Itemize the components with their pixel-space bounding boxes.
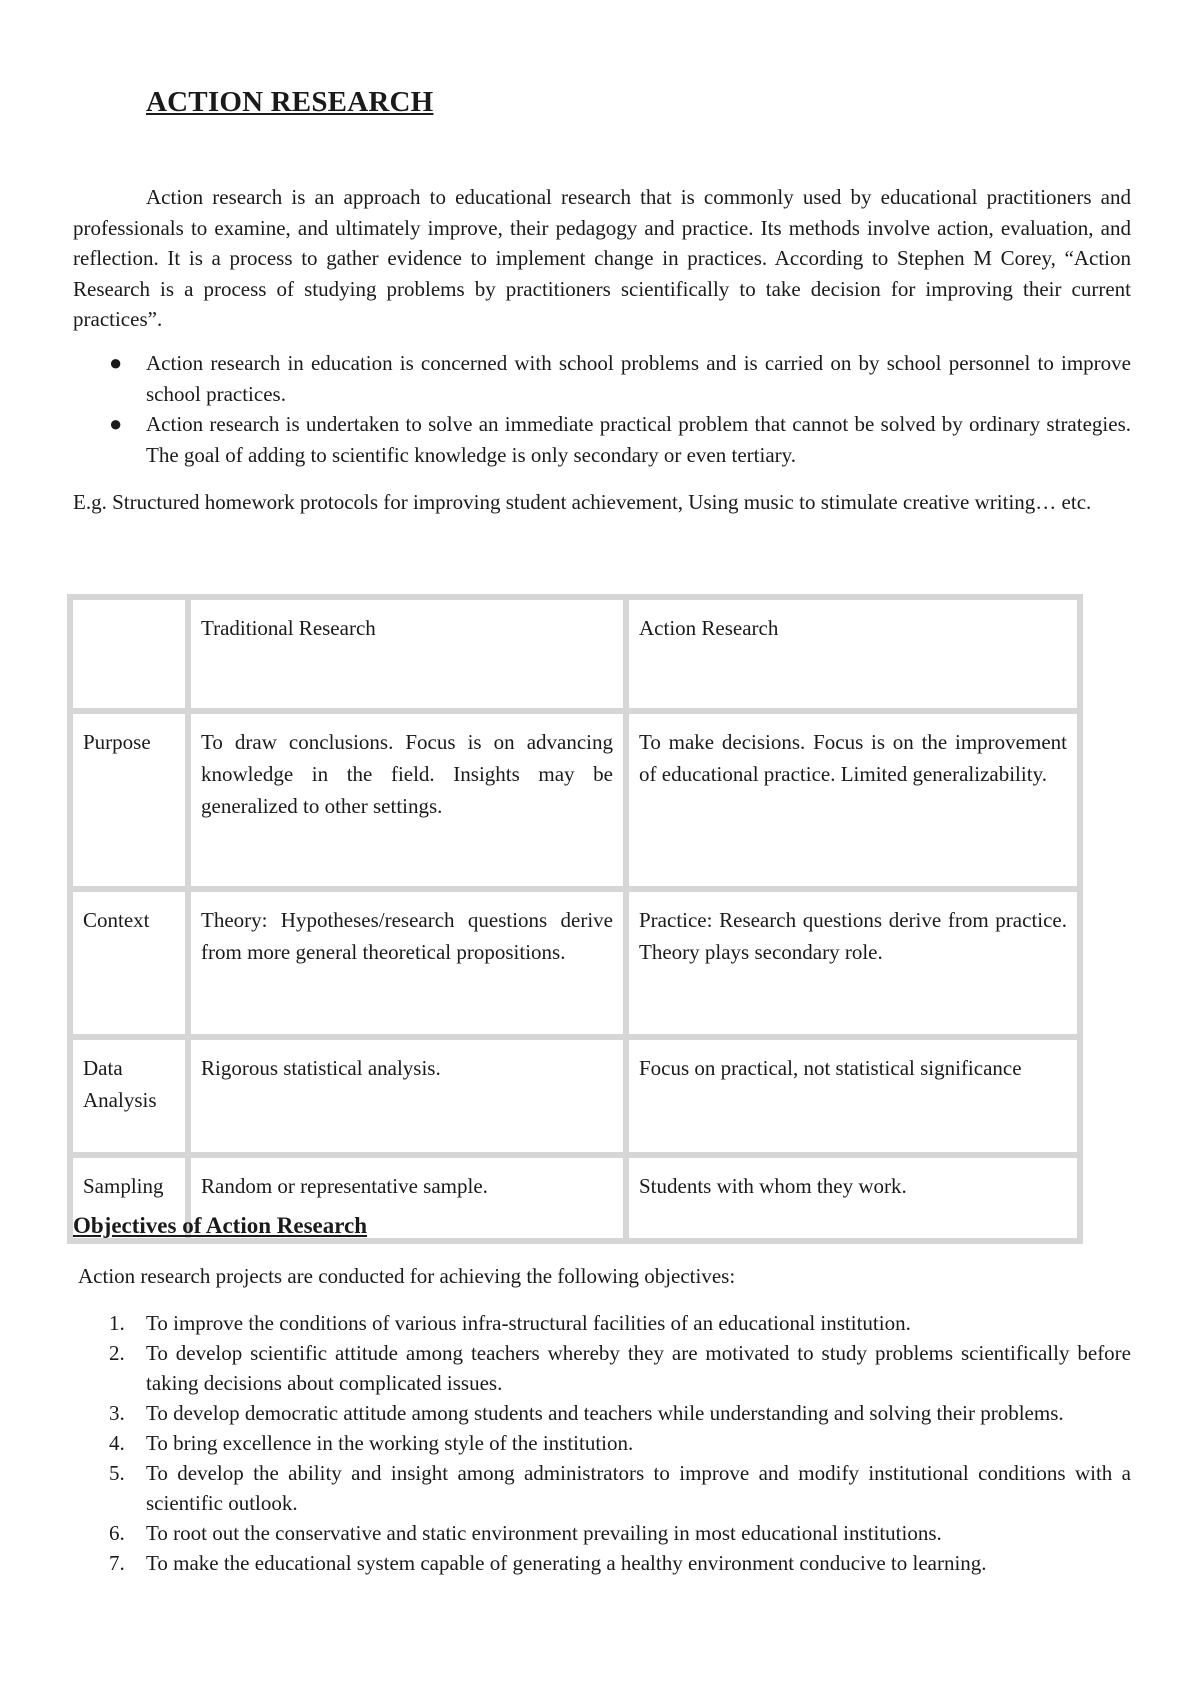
traditional-cell: Theory: Hypotheses/research questions derive from more general theoretical propositions. — [188, 889, 626, 1037]
traditional-cell: To draw conclusions. Focus is on advancing knowledge in the field. Insights may be generalized to other settings. — [188, 711, 626, 889]
action-cell: Focus on practical, not statistical significance — [626, 1037, 1080, 1155]
list-number: 3. — [109, 1401, 125, 1425]
objectives-heading: Objectives of Action Research — [73, 1213, 368, 1238]
table-row — [70, 711, 1080, 889]
table-header-traditional: Traditional Research — [188, 597, 626, 711]
example-paragraph: E.g. Structured homework protocols for improving student achievement, Using music to stimulate creative writing… etc. — [73, 490, 1092, 514]
list-number: 1. — [109, 1311, 125, 1335]
list-item — [73, 409, 1131, 470]
list-text: To improve the conditions of various infra-structural facilities of an educational institution. — [146, 1311, 911, 1335]
list-number: 5. — [109, 1461, 125, 1485]
list-text: To root out the conservative and static environment prevailing in most educational institutions. — [146, 1521, 942, 1545]
list-text: To develop scientific attitude among teachers whereby they are motivated to study problems scientifically before taking decisions about complicated issues. — [146, 1341, 1131, 1395]
table-row — [70, 1037, 1080, 1155]
intro-paragraph: Action research is an approach to educational research that is commonly used by educational practitioners and professionals to examine, and ultimately improve, their pedagogy and practice. Its methods involve action, evaluation, and reflection. It is a process to gather evidence to implement change in practices. According to Stephen M Corey, “Action Research is a process of studying problems by practitioners scientifically to take decision for improving their current practices”. — [73, 185, 1131, 331]
list-item — [73, 1548, 1131, 1578]
list-item — [73, 1458, 1131, 1518]
traditional-cell: Random or representative sample. — [188, 1155, 626, 1241]
row-label: Data Analysis — [70, 1037, 188, 1155]
list-text: To bring excellence in the working style of the institution. — [146, 1431, 634, 1455]
bullet-list — [73, 348, 1131, 470]
list-item — [73, 348, 1131, 409]
objectives-intro: Action research projects are conducted for achieving the following objectives: — [78, 1264, 736, 1288]
bullet-icon: ● — [109, 411, 123, 436]
row-label: Purpose — [70, 711, 188, 889]
list-item — [73, 1338, 1131, 1398]
list-item — [73, 1428, 1131, 1458]
list-number: 2. — [109, 1341, 125, 1365]
list-number: 6. — [109, 1521, 125, 1545]
action-cell: Practice: Research questions derive from practice. Theory plays secondary role. — [626, 889, 1080, 1037]
list-text: To develop democratic attitude among students and teachers while understanding and solving their problems. — [146, 1401, 1064, 1425]
list-item — [73, 1398, 1131, 1428]
bullet-text: Action research is undertaken to solve an immediate practical problem that cannot be solved by ordinary strategies. The goal of adding to scientific knowledge is only secondary or even tertiary. — [146, 412, 1131, 467]
table-header-row — [70, 597, 1080, 711]
action-cell: Students with whom they work. — [626, 1155, 1080, 1241]
row-label: Context — [70, 889, 188, 1037]
traditional-cell: Rigorous statistical analysis. — [188, 1037, 626, 1155]
list-text: To develop the ability and insight among administrators to improve and modify institutional conditions with a scientific outlook. — [146, 1461, 1131, 1515]
objectives-list — [73, 1308, 1131, 1578]
action-cell: To make decisions. Focus is on the improvement of educational practice. Limited generalizability. — [626, 711, 1080, 889]
list-text: To make the educational system capable of generating a healthy environment conducive to learning. — [146, 1551, 987, 1575]
row-label: Sampling — [70, 1155, 188, 1241]
list-item — [73, 1518, 1131, 1548]
list-item — [73, 1308, 1131, 1338]
table-row — [70, 889, 1080, 1037]
table-header-action: Action Research — [626, 597, 1080, 711]
bullet-text: Action research in education is concerned with school problems and is carried on by school personnel to improve school practices. — [146, 351, 1131, 406]
list-number: 7. — [109, 1551, 125, 1575]
page-title: ACTION RESEARCH — [146, 86, 434, 118]
list-number: 4. — [109, 1431, 125, 1455]
comparison-table — [67, 594, 1083, 1244]
table-header-cell-empty — [70, 597, 188, 711]
bullet-icon: ● — [109, 350, 123, 375]
